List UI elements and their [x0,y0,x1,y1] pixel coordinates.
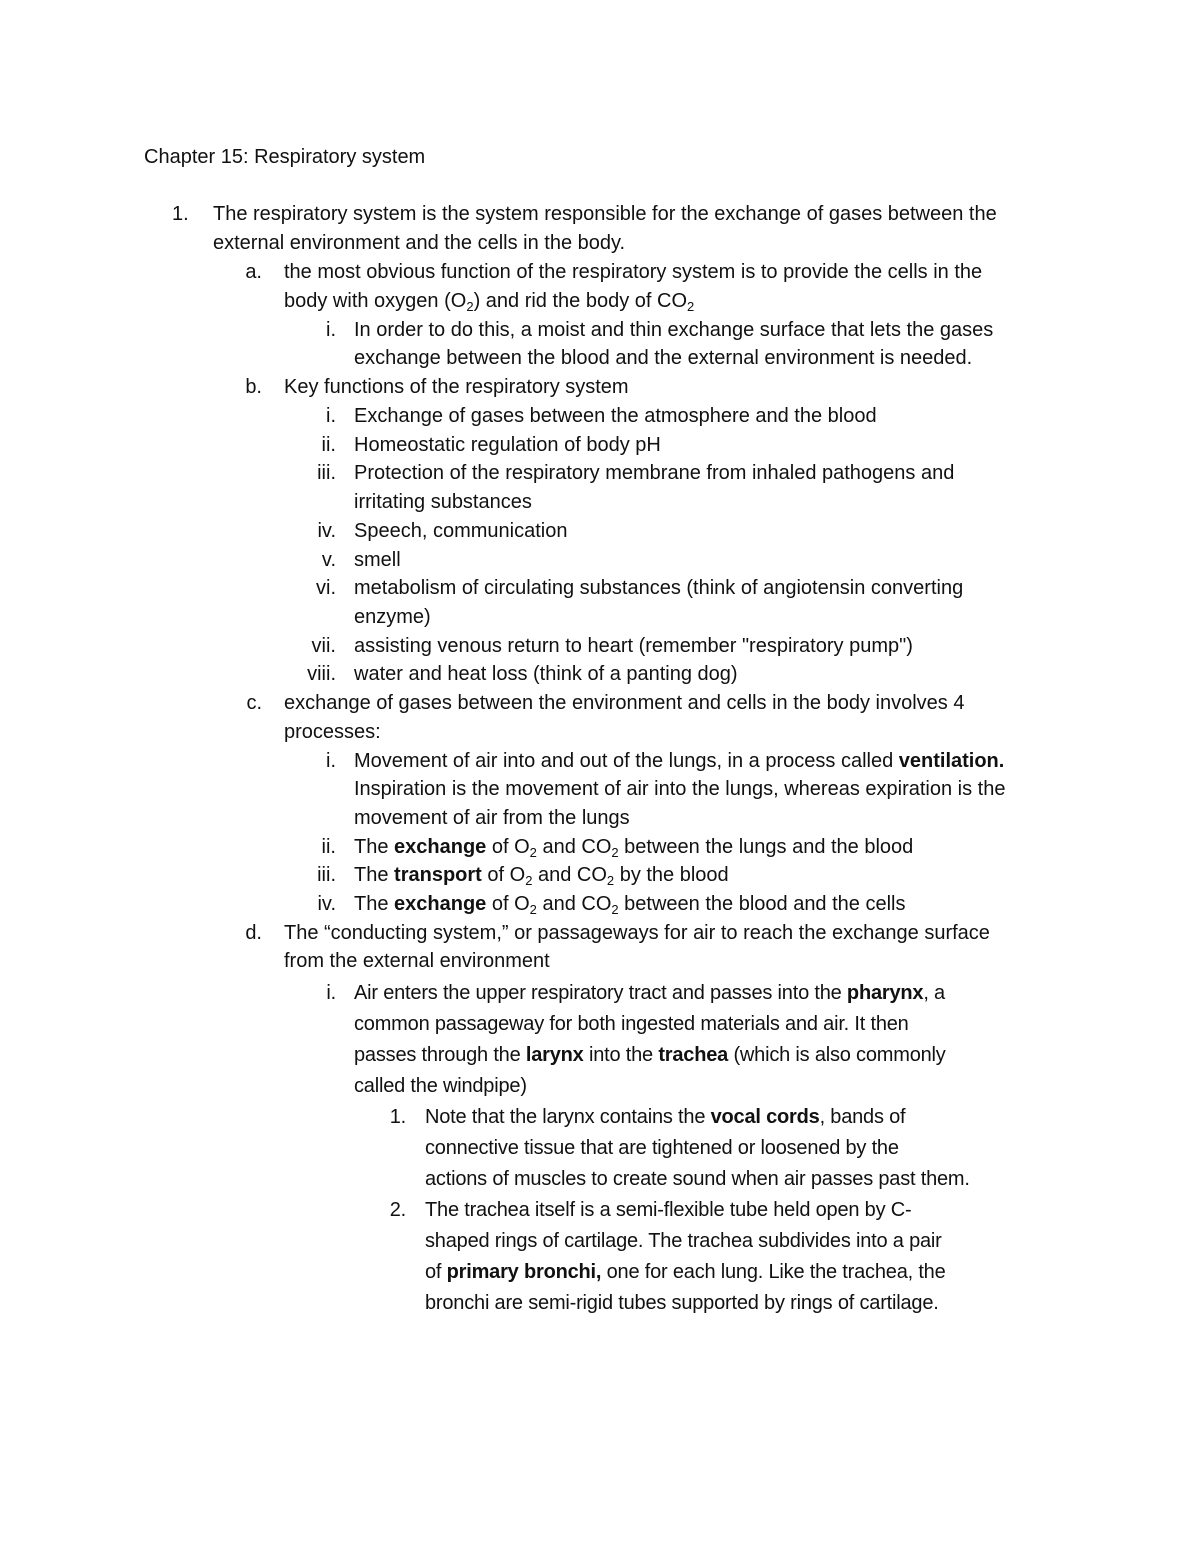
key-function-text: Protection of the respiratory membrane from inhaled pathogens and [354,462,955,485]
note-1-line3: actions of muscles to create sound when air passes past them. [425,1168,970,1190]
item-c-iv-label: iv. [317,893,336,915]
item-c-iii-text: The transport of $O_2$ and $CO_2$ by the blood [354,864,729,888]
key-function-label: vii. [311,634,336,657]
note-2-line3: of primary bronchi, one for each lung. Like the trachea, the [425,1261,946,1283]
key-function-label: i. [326,405,336,427]
key-function-text: water and heat loss (think of a panting dog) [354,663,738,686]
item-c-i-label: i. [326,750,336,772]
item-a-label: a. [245,261,262,283]
item-c-ii-text: The exchange of $O_2$ and $CO_2$ between the lungs and the blood [354,836,914,860]
item-c-iii-label: iii. [317,864,336,886]
key-function-text: enzyme) [354,605,431,628]
item-a-line1: the most obvious function of the respiratory system is to provide the cells in the [284,261,983,283]
item-d-i-line3: passes through the larynx into the trachea (which is also commonly [354,1044,946,1066]
key-function-label: vi. [316,577,336,600]
note-2-line1: The trachea itself is a semi-flexible tube held open by C- [425,1199,912,1221]
item-a-i-label: i. [326,319,336,341]
item-c-line1: exchange of gases between the environment and cells in the body involves 4 [284,692,965,714]
note-1-line2: connective tissue that are tightened or loosened by the [425,1137,899,1159]
item-d-i-line2: common passageway for both ingested materials and air. It then [354,1013,909,1035]
item-b-label: b. [245,376,262,398]
item-c-iv-text: The exchange of $O_2$ and $CO_2$ between the blood and the cells [354,893,906,917]
key-function-text: metabolism of circulating substances (think of angiotensin converting [354,577,964,600]
item-d-line2: from the external environment [284,950,550,972]
key-function-label: iv. [317,519,336,542]
note-1-label: 1. [389,1106,406,1128]
key-function-label: iii. [317,462,336,485]
key-function-text: Homeostatic regulation of body pH [354,433,661,456]
item-d-label: d. [245,922,262,944]
item-a-i-line1: In order to do this, a moist and thin exchange surface that lets the gases [354,319,994,341]
note-1-line1: Note that the larynx contains the vocal cords, bands of [425,1106,906,1128]
item-c-i-line2: Inspiration is the movement of air into the lungs, whereas expiration is the [354,778,1006,800]
item-d-i-label: i. [326,982,336,1004]
note-2-label: 2. [389,1199,406,1221]
key-function-label: viii. [307,663,336,686]
key-function-text: Exchange of gases between the atmosphere and the blood [354,405,877,427]
note-2-line2: shaped rings of cartilage. The trachea subdivides into a pair [425,1230,942,1252]
key-function-label: ii. [321,433,336,456]
note-2-line4: bronchi are semi-rigid tubes supported by rings of cartilage. [425,1292,939,1314]
item-c-i-line3: movement of air from the lungs [354,807,630,829]
item-a-i-line2: exchange between the blood and the external environment is needed. [354,347,973,369]
item-b-text: Key functions of the respiratory system [284,376,629,398]
item-c-line2: processes: [284,721,381,743]
key-function-label: v. [321,548,336,571]
key-function-text: assisting venous return to heart (remember "respiratory pump") [354,634,913,657]
item-c-ii-label: ii. [321,836,336,858]
item-d-i-line4: called the windpipe) [354,1075,527,1097]
chapter-title: Chapter 15: Respiratory system [144,146,426,168]
key-function-text: Speech, communication [354,519,568,542]
item-1-line1: The respiratory system is the system responsible for the exchange of gases between the [213,203,997,225]
key-function-text: irritating substances [354,491,532,514]
item-a-line2: body with oxygen $(O_2)$ and rid the body of $CO_2$ [284,290,695,314]
item-d-i-line1: Air enters the upper respiratory tract and passes into the pharynx, a [354,982,945,1004]
key-function-text: smell [354,548,401,571]
item-d-line1: The “conducting system,” or passageways for air to reach the exchange surface [284,922,990,944]
item-c-label: c. [246,692,262,714]
item-c-i-line1: Movement of air into and out of the lungs, in a process called ventilation. [354,750,1005,772]
item-1-line2: external environment and the cells in the body. [213,232,626,254]
item-1-label: 1. [172,203,189,225]
